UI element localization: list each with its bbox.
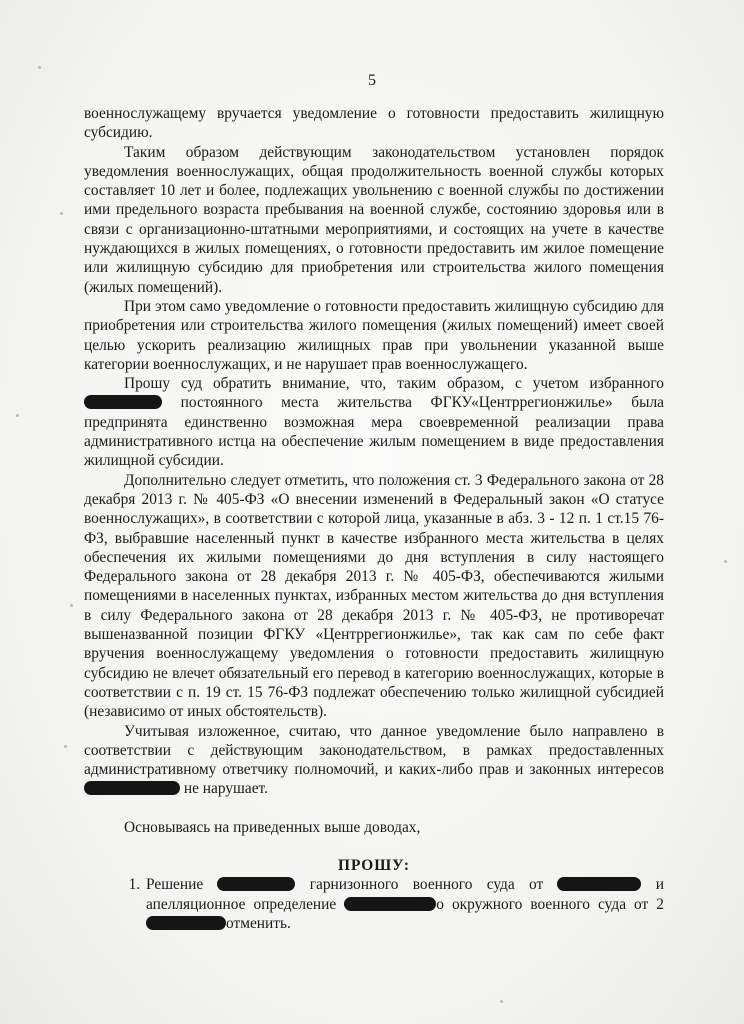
paragraph-4: Дополнительно следует отметить, что положения ст. 3 Федерального закона от 28 декабря 2013 г. № 405-ФЗ «О внесении изменений в Федеральный закон «О статусе военнослужащих», в соответствии с которой лица, указанные в абз. 3 - 12 п. 1 ст.15 76-ФЗ, выбравшие населенный пункт в качестве избранного места жительства в целях обеспечения их жилыми помещениями до дня вступления в силу настоящего Федерального закона от 28 декабря 2013 г. № 405-ФЗ, обеспечиваются жилыми помещениями в населенных пунктах, избранных местом жительства до дня вступления в силу Федерального закона от 28 декабря 2013 г. № 405-ФЗ, не противоречат вышеназванной позиции ФГКУ «Центррегионжилье», так как сам по себе факт вручения военнослужащему уведомления о готовности предоставить жилищную субсидию не влечет обязательный его перевод в категорию военнослужащих, которые в соответствии с п. 19 ст. 15 76-ФЗ подлежат обеспечению только жилищной субсидией (независимо от иных обстоятельств).: [84, 471, 664, 721]
list-text: о окружного военного суда от: [436, 895, 649, 913]
paragraph-continuation: военнослужащему вручается уведомление о готовности предоставить жилищную субсидию.: [84, 105, 664, 142]
paragraph-2: При этом само уведомление о готовности предоставить жилищную субсидию для приобретения или строительства жилого помещения (жилых помещений) имеет своей целью ускорить реализацию жилищных прав при увольнении указанной выше категории военнослужащих, и не нарушает прав военнослужащего.: [84, 297, 664, 373]
spacer: [84, 799, 664, 818]
page-number: 5: [368, 72, 376, 89]
list-text: отменить.: [226, 914, 291, 932]
paragraph-5-text-b: не нарушает.: [183, 780, 268, 798]
paragraph-1: Таким образом действующим законодательством установлен порядок уведомления военнослужащих, общая продолжительность военной службы которых составляет 10 лет и более, подлежащих увольнению с военной службы по достижении ими предельного возраста пребывания на военной службе, состоянию здоровья или в связи с организационно-штатными мероприятиями, и состоящих на учете в качестве нуждающихся в жилых помещениях, о готовности предоставить им жилое помещение или жилищную субсидию для приобретения или строительства жилого помещения (жилых помещений).: [84, 143, 664, 296]
redaction-mark: [217, 877, 295, 891]
paragraph-6: Основываясь на приведенных выше доводах,: [124, 818, 421, 836]
spacer: [84, 837, 664, 856]
list-item: [144, 875, 664, 933]
redaction-mark: [146, 916, 226, 930]
list-text: и апелляционное определение: [146, 876, 664, 913]
redaction-mark: [84, 395, 162, 409]
scan-speck: [60, 212, 63, 215]
scan-speck: [724, 560, 727, 563]
paragraph-5: [84, 722, 664, 799]
document-body: [84, 104, 664, 933]
scan-speck: [16, 414, 19, 417]
scan-speck: [64, 745, 67, 748]
scan-speck: [38, 66, 41, 69]
paragraph-3-text-b: постоянного места жительства ФГКУ«Центррегионжилье» была предпринята единственно возможная мера своевременной реализации права административного истца на обеспечение жилым помещением в виде предоставления жилищной субсидии.: [84, 394, 664, 470]
paragraph-3: [84, 374, 664, 470]
list-text: гарнизонного военного суда от: [309, 876, 544, 894]
list-text: Решение: [146, 876, 204, 894]
request-list: [84, 875, 664, 933]
redaction-mark: [557, 877, 641, 891]
paragraph-5-text-a: Учитывая изложенное, считаю, что данное уведомление было направлено в соответствии с действующим законодательством, в рамках предоставленных административному ответчику полномочий, и каких-либо прав и законных интересов: [84, 722, 664, 779]
list-text: 2: [656, 895, 664, 913]
redaction-mark: [344, 897, 436, 911]
paragraph-3-text-a: Прошу суд обратить внимание, что, таким образом, с учетом избранного: [124, 375, 664, 393]
scan-speck: [70, 604, 73, 607]
request-heading: ПРОШУ:: [338, 856, 410, 874]
scan-speck: [500, 1000, 503, 1003]
redaction-mark: [84, 781, 180, 795]
